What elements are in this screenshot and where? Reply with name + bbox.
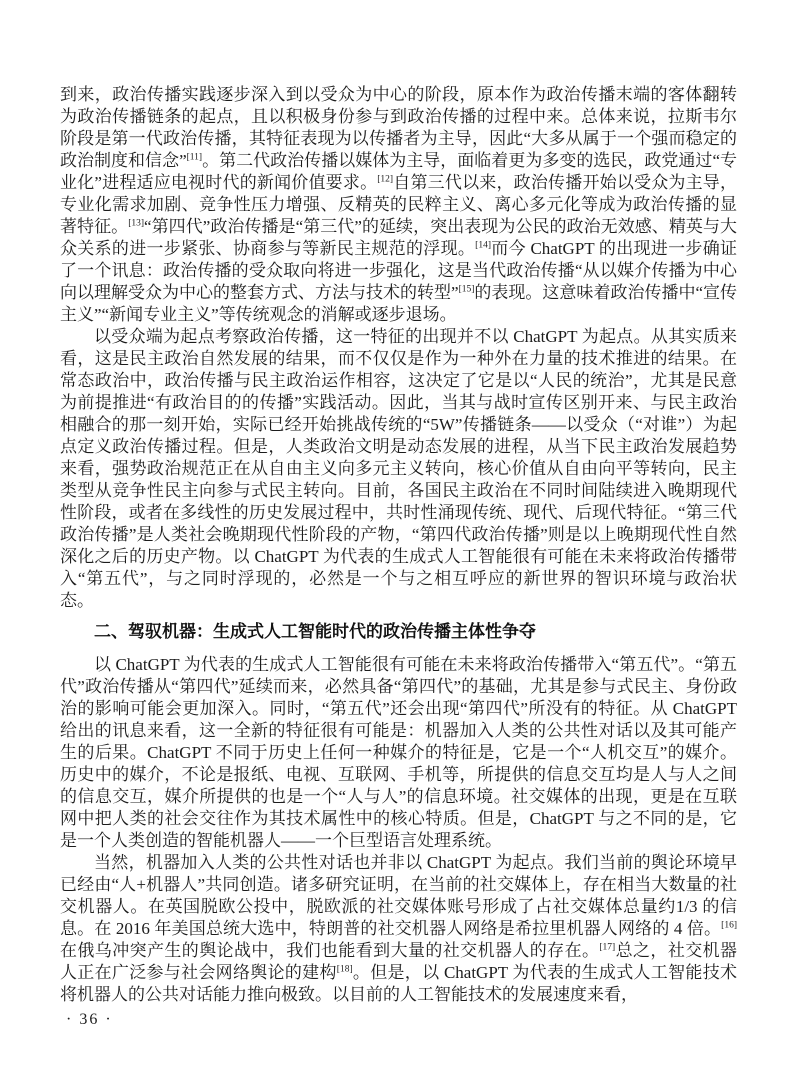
footnote-ref: [17]	[599, 942, 616, 953]
footnote-ref: [13]	[128, 218, 145, 229]
footnote-ref: [12]	[377, 174, 394, 185]
footnote-ref: [18]	[336, 964, 353, 975]
text-block-after-heading	[60, 654, 737, 1006]
paragraph: 当然，机器加入人类的公共性对话也并非以 ChatGPT 为起点。我们当前的舆论环境早已经由“人+机器人”共同创造。诸多研究证明，在当前的社交媒体上，存在相当大数量的社交机器人。在英国脱欧公投中，脱欧派的社交媒体账号形成了占社交媒体总量约1/3 的信息。在 2016 年美国总统大选中，特朗普的社交机器人网络是希拉里机器人网络的 4 倍。[16]在俄乌冲突产生的舆论战中，我们也能看到大量的社交机器人的存在。[17]总之，社交机器人正在广泛参与社会网络舆论的建构[18]。但是，以 ChatGPT 为代表的生成式人工智能技术将机器人的公共对话能力推向极致。以目前的人工智能技术的发展速度来看，	[60, 853, 738, 1004]
paragraph: 以 ChatGPT 为代表的生成式人工智能很有可能在未来将政治传播带入“第五代”。“第五代”政治传播从“第四代”延续而来，必然具备“第四代”的基础，尤其是参与式民主、身份政治的影响可能会更加深入。同时，“第五代”还会出现“第四代”所没有的特征。从 ChatGPT 给出的讯息来看，这一全新的特征很有可能是：机器加入人类的公共性对话以及其可能产生的后果。ChatGPT 不同于历史上任何一种媒介的特征是，它是一个“人机交互”的媒介。历史中的媒介，不论是报纸、电视、互联网、手机等，所提供的信息交互均是人与人之间的信息交互，媒介所提供的也是一个“人与人”的信息环境。社交媒体的出现，更是在互联网中把人类的社会交往作为其技术属性中的核心特质。但是，ChatGPT 与之不同的是，它是一个人类创造的智能机器人——一个巨型语言处理系统。	[60, 655, 737, 850]
paragraph: 以受众端为起点考察政治传播，这一特征的出现并不以 ChatGPT 为起点。从其实质来看，这是民主政治自然发展的结果，而不仅仅是作为一种外在力量的技术推进的结果。在常态政治中，政治传播与民主政治运作相容，这决定了它是以“人民的统治”，尤其是民意为前提推进“有政治目的的传播”实践活动。因此，当其与战时宣传区别开来、与民主政治相融合的那一刻开始，实际已经开始挑战传统的“5W”传播链条——以受众（“对谁”）为起点定义政治传播过程。但是，人类政治文明是动态发展的进程，从当下民主政治发展趋势来看，强势政治规范正在从自由主义向多元主义转向，核心价值从自由向平等转向，民主类型从竞争性民主向参与式民主转向。目前，各国民主政治在不同时间陆续进入晚期现代性阶段，或者在多线性的历史发展过程中，共时性涌现传统、现代、后现代特征。“第三代政治传播”是人类社会晚期现代性阶段的产物，“第四代政治传播”则是以上晚期现代性自然深化之后的历史产物。以 ChatGPT 为代表的生成式人工智能很有可能在未来将政治传播带入“第五代”，与之同时浮现的，必然是一个与之相互呼应的新世界的智识环境与政治状态。	[60, 327, 737, 610]
footnote-ref: [16]	[721, 920, 737, 931]
footnote-ref: [14]	[475, 240, 491, 251]
text-block-before-heading	[60, 84, 737, 612]
footnote-ref: [11]	[186, 152, 203, 163]
footnote-ref: [15]	[458, 284, 475, 295]
paragraph: 到来，政治传播实践逐步深入到以受众为中心的阶段，原本作为政治传播末端的客体翻转为政治传播链条的起点，且以积极身份参与到政治传播的过程中来。总体来说，拉斯韦尔阶段是第一代政治传播，其特征表现为以传播者为主导，因此“大多从属于一个强而稳定的政治制度和信念”[11]。第二代政治传播以媒体为主导，面临着更为多变的选民，政党通过“专业化”进程适应电视时代的新闻价值要求。[12]自第三代以来，政治传播开始以受众为主导，专业化需求加剧、竞争性压力增强、反精英的民粹主义、离心多元化等成为政治传播的显著特征。[13]“第四代”政治传播是“第三代”的延续，突出表现为公民的政治无效感、精英与大众关系的进一步紧张、协商参与等新民主规范的浮现。[14]而今 ChatGPT 的出现进一步确证了一个讯息：政治传播的受众取向将进一步强化，这是当代政治传播“从以媒介传播为中心向以理解受众为中心的整套方式、方法与技术的转型”[15]的表现。这意味着政治传播中“宣传主义”“新闻专业主义”等传统观念的消解或逐步退场。	[60, 85, 738, 324]
section-heading: 二、驾驭机器：生成式人工智能时代的政治传播主体性争夺	[94, 622, 536, 641]
page-number: · 36 ·	[66, 1011, 113, 1028]
